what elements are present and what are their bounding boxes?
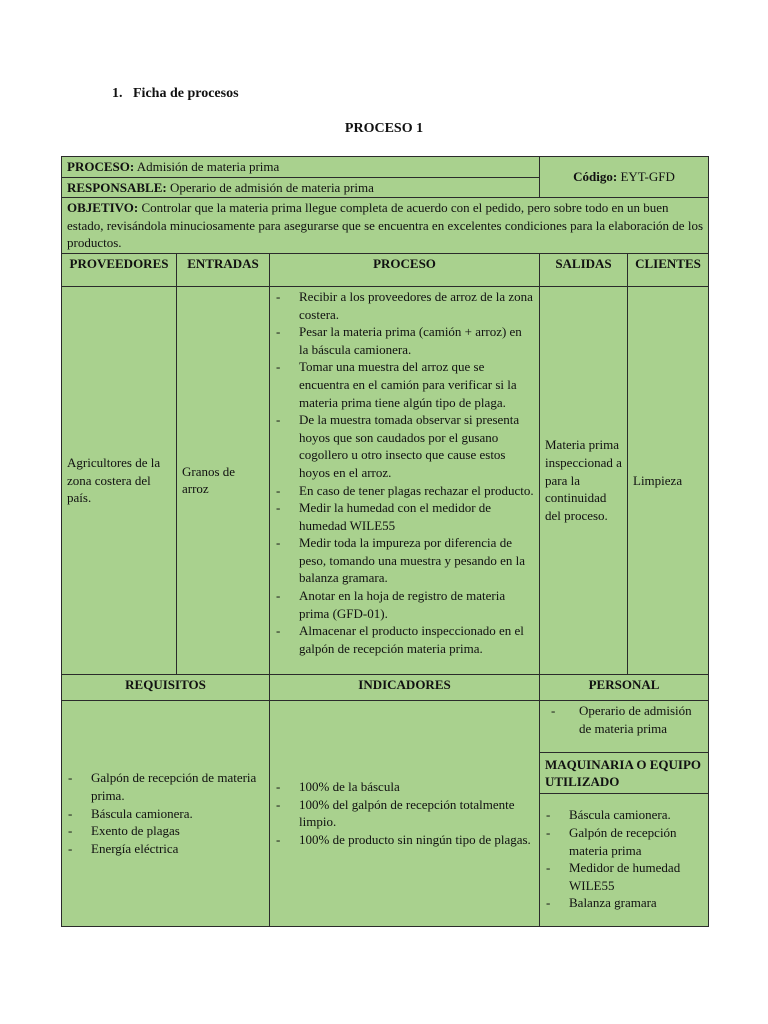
list-item: - Pesar la materia prima (camión + arroz) en la báscula camionera. <box>275 323 534 358</box>
col-salidas: SALIDAS <box>540 253 628 286</box>
list-item: - 100% del galpón de recepción totalmente limpio. <box>275 796 534 831</box>
list-item: - Balanza gramara <box>545 894 703 912</box>
list-item: - 100% de producto sin ningún tipo de plagas. <box>275 831 534 849</box>
col-entradas: ENTRADAS <box>177 253 270 286</box>
clientes-cell: Limpieza <box>628 286 709 674</box>
indicadores-list <box>275 778 534 848</box>
list-item: - De la muestra tomada observar si presenta hoyos que son caudados por el gusano cogollero u otro insecto que cause estos hoyos en el arroz. <box>275 411 534 481</box>
indicadores-cell <box>270 700 540 926</box>
list-item: - Operario de admisión de materia prima <box>550 702 703 737</box>
personal-list <box>550 702 703 737</box>
list-item: - Medidor de humedad WILE55 <box>545 859 703 894</box>
proceso-value: Admisión de materia prima <box>134 159 280 174</box>
objetivo-label: OBJETIVO: <box>67 200 139 216</box>
objetivo-cell <box>62 198 709 254</box>
proceso-steps-cell <box>270 286 540 674</box>
list-item: - Medir toda la impureza por diferencia de peso, tomando una muestra y pesando en la balanza gramara. <box>275 534 534 587</box>
personal-maquinaria-table <box>540 701 708 924</box>
list-item: - Galpón de recepción materia prima <box>545 824 703 859</box>
col-proveedores: PROVEEDORES <box>62 253 177 286</box>
list-item: - Medir la humedad con el medidor de humedad WILE55 <box>275 499 534 534</box>
process-sheet-table <box>61 156 709 927</box>
responsable-label: RESPONSABLE: <box>67 179 167 195</box>
list-item: - 100% de la báscula <box>275 778 534 796</box>
personal-cell <box>540 701 708 753</box>
col-clientes: CLIENTES <box>628 253 709 286</box>
maquinaria-header: MAQUINARIA O EQUIPO UTILIZADO <box>540 753 708 794</box>
proceso-cell <box>62 157 540 178</box>
list-item: - Energía eléctrica <box>67 840 264 858</box>
codigo-cell <box>540 157 709 198</box>
requisitos-header: REQUISITOS <box>62 674 270 700</box>
maquinaria-list <box>545 806 703 912</box>
requisitos-list <box>67 769 264 857</box>
proceso-steps-list <box>275 288 534 657</box>
codigo-value: EYT-GFD <box>617 169 675 185</box>
responsable-cell <box>62 177 540 198</box>
list-item: - Báscula camionera. <box>67 805 264 823</box>
list-item: - Galpón de recepción de materia prima. <box>67 769 264 804</box>
proveedores-cell: Agricultores de la zona costera del país. <box>62 286 177 674</box>
page-title: PROCESO 1 <box>344 121 424 136</box>
requisitos-cell <box>62 700 270 926</box>
list-item: - En caso de tener plagas rechazar el producto. <box>275 482 534 500</box>
section-heading: 1. Ficha de procesos <box>112 86 239 101</box>
codigo-label: Código: <box>573 169 618 185</box>
entradas-cell: Granos de arroz <box>177 286 270 674</box>
list-item: - Recibir a los proveedores de arroz de la zona costera. <box>275 288 534 323</box>
list-item: - Tomar una muestra del arroz que se encuentra en el camión para verificar si la materia prima tiene algún tipo de plaga. <box>275 358 534 411</box>
personal-maquinaria-cell <box>540 700 709 926</box>
list-item: - Anotar en la hoja de registro de materia prima (GFD-01). <box>275 587 534 622</box>
responsable-value: Operario de admisión de materia prima <box>166 179 374 195</box>
maquinaria-cell <box>540 794 708 924</box>
objetivo-value: Controlar que la materia prima llegue completa de acuerdo con el pedido, pero sobre todo en un buen estado, revisándola minuciosamente para asegurarse que se encuentra en excelentes condiciones para la elaboración de los productos. <box>67 200 703 251</box>
indicadores-header: INDICADORES <box>270 674 540 700</box>
list-item: - Báscula camionera. <box>545 806 703 824</box>
proceso-label: PROCESO: <box>67 159 135 174</box>
col-proceso: PROCESO <box>270 253 540 286</box>
personal-header: PERSONAL <box>540 674 709 700</box>
salidas-cell: Materia prima inspeccionad a para la continuidad del proceso. <box>540 286 628 674</box>
list-item: - Almacenar el producto inspeccionado en el galpón de recepción materia prima. <box>275 622 534 657</box>
list-item: - Exento de plagas <box>67 822 264 840</box>
